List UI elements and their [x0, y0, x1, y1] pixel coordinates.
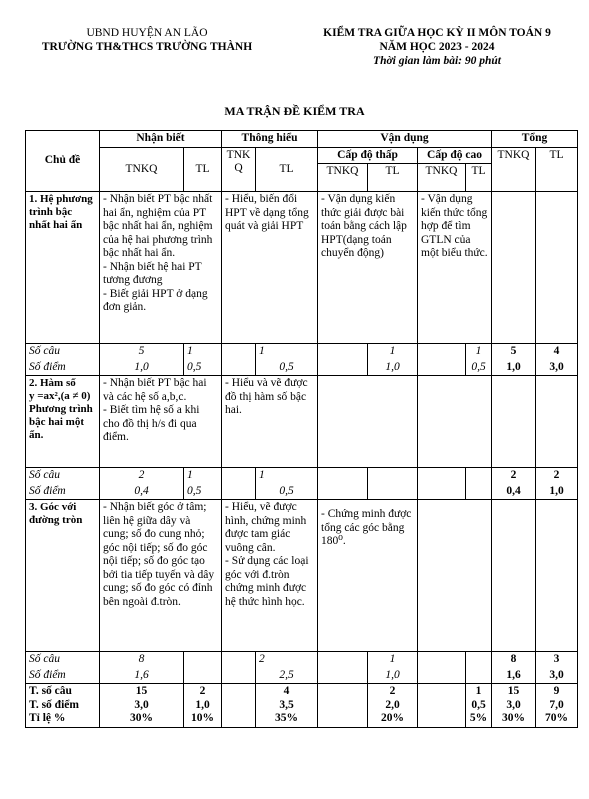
t2-th-tl-count: 1 — [256, 468, 318, 484]
t3-total-tl-count: 3 — [536, 652, 578, 668]
value: 20% — [381, 712, 404, 724]
th-tnkq-header: TNK Q — [222, 147, 256, 192]
total-vdl-tl — [368, 684, 418, 728]
t2-nb-tl-count: 1 — [184, 468, 222, 484]
label-percent: Tỉ lệ % — [29, 712, 66, 724]
nb-tnkq-header: TNKQ — [100, 147, 184, 192]
topic-1-name: 1. Hệ phương trình bậc nhất hai ẩn — [26, 192, 100, 344]
value: 1,0 — [195, 698, 210, 711]
vdh-tl-header: TL — [466, 164, 492, 192]
t2-nb-tnkq-count: 2 — [100, 468, 184, 484]
topic-2-comprehension: - Hiểu và vẽ được đồ thị hàm số bậc hai. — [222, 376, 318, 468]
total-tl — [536, 684, 578, 728]
t1-nb-tl-score: 0,5 — [184, 360, 222, 376]
totals-labels — [26, 684, 100, 728]
value: 30% — [130, 712, 153, 724]
exam-title: KIỂM TRA GIỮA HỌC KỲ II MÔN TOÁN 9 — [323, 27, 551, 39]
header-right — [292, 26, 582, 68]
vd-high-header: Cấp độ cao — [418, 147, 492, 164]
topic-3-recognition: - Nhận biết góc ở tâm; liên hệ giữa dây và cung; số đo cung nhỏ; góc nội tiếp; số đo góc nội tiếp; số đo góc tạo bởi tia tiếp tuyến và dây cung; số đo góc có đỉnh bên ngoài đ.tròn. — [100, 500, 222, 652]
exam-duration: Thời gian làm bài: 90 phút — [373, 55, 501, 67]
topic-1-application-low: - Vận dụng kiến thức giải được bài toán bằng cách lập HPT(dạng toán chuyển động) — [318, 192, 418, 344]
header-left — [22, 26, 272, 54]
value: 30% — [502, 712, 526, 724]
total-tnkq — [492, 684, 536, 728]
topic-2-recognition: - Nhận biết PT bậc hai và các hệ số a,b,c. - Biết tìm hệ số a khi cho đồ thị h/s đi qua điểm. — [100, 376, 222, 468]
topic-2-name — [26, 376, 100, 468]
t1-nb-tnkq-count: 5 — [100, 344, 184, 360]
topic-2-subtitle: Phương trình bậc hai một ẩn. — [29, 403, 93, 441]
t2-total-tl-count: 2 — [536, 468, 578, 484]
topic-1-score-row — [26, 360, 578, 376]
t3-th-tl-score: 2,5 — [256, 668, 318, 684]
t1-vdh-tl-score: 0,5 — [466, 360, 492, 376]
topic-2-title: 2. Hàm số — [29, 377, 76, 389]
topic-3-count-row — [26, 652, 578, 668]
total-vdh-tl — [466, 684, 492, 728]
vdh-tnkq-header: TNKQ — [418, 164, 466, 192]
topic-2-count-row — [26, 468, 578, 484]
t1-th-tl-score: 0,5 — [256, 360, 318, 376]
page-title: MA TRẬN ĐỀ KIỂM TRA — [224, 104, 365, 118]
t1-nb-tl-count: 1 — [184, 344, 222, 360]
t1-th-tl-count: 1 — [256, 344, 318, 360]
total-header: Tổng — [492, 131, 578, 148]
totals-row — [26, 684, 578, 728]
t1-vdl-tl-count: 1 — [368, 344, 418, 360]
label-total-score: T. số điểm — [29, 698, 79, 711]
t3-vdl-tl-count: 1 — [368, 652, 418, 668]
value: 2 — [199, 685, 206, 697]
value: 4 — [283, 685, 290, 697]
value: 7,0 — [549, 698, 564, 711]
t2-total-tnkq-count: 2 — [492, 468, 536, 484]
t2-total-tl-score: 1,0 — [536, 484, 578, 500]
label-so-diem: Số điểm — [26, 668, 100, 684]
t2-nb-tnkq-score: 0,4 — [100, 484, 184, 500]
t3-nb-tnkq-count: 8 — [100, 652, 184, 668]
topic-header: Chủ đề — [26, 131, 100, 192]
label-so-cau: Số câu — [26, 652, 100, 668]
topic-1-recognition: - Nhận biết PT bậc nhất hai ẩn, nghiệm của PT bậc nhất hai ẩn, nghiệm của hệ hai phương trình bậc nhất hai ẩn. - Nhận biết hệ hai PT tương đương - Biết giải HPT ở dạng đơn giản. — [100, 192, 222, 344]
topic-1-comprehension: - Hiểu, biến đổi HPT về dạng tổng quát và giải HPT — [222, 192, 318, 344]
school-name: TRƯỜNG TH&THCS TRƯỜNG THÀNH — [41, 41, 253, 53]
topic-3-name: 3. Góc với đường tròn — [26, 500, 100, 652]
value: 9 — [553, 685, 560, 697]
t1-nb-tnkq-score: 1,0 — [100, 360, 184, 376]
topic-2-row — [26, 376, 578, 468]
t3-th-tl-count: 2 — [256, 652, 318, 668]
t2-nb-tl-score: 0,5 — [184, 484, 222, 500]
label-so-cau: Số câu — [26, 344, 100, 360]
t3-total-tnkq-count: 8 — [492, 652, 536, 668]
t2-th-tl-score: 0,5 — [256, 484, 318, 500]
value: 35% — [275, 712, 298, 724]
total-tnkq-header: TNKQ — [492, 147, 536, 192]
district-name: UBND HUYỆN AN LÃO — [86, 27, 208, 39]
topic-3-application-low: - Chứng minh được tổng các góc bằng 180⁰. — [318, 500, 418, 652]
header-row-2 — [26, 147, 578, 164]
total-nb-tl — [184, 684, 222, 728]
value: 70% — [545, 712, 569, 724]
vdl-tl-header: TL — [368, 164, 418, 192]
t1-vdh-tl-count: 1 — [466, 344, 492, 360]
total-tl-header: TL — [536, 147, 578, 192]
t1-total-tnkq-count: 5 — [492, 344, 536, 360]
school-year: NĂM HỌC 2023 - 2024 — [379, 41, 495, 53]
label-so-diem: Số điểm — [26, 484, 100, 500]
topic-2-score-row — [26, 484, 578, 500]
nb-tl-header: TL — [184, 147, 222, 192]
value: 10% — [191, 712, 214, 724]
value: 2 — [389, 685, 396, 697]
value: 15 — [507, 685, 520, 697]
recognition-header: Nhận biết — [100, 131, 222, 148]
matrix-table — [25, 130, 578, 728]
label-total-questions: T. số câu — [29, 685, 72, 697]
total-th-tl — [256, 684, 318, 728]
t1-total-tl-count: 4 — [536, 344, 578, 360]
value: 3,0 — [134, 698, 149, 711]
topic-1-row — [26, 192, 578, 344]
comprehension-header: Thông hiểu — [222, 131, 318, 148]
label-so-cau: Số câu — [26, 468, 100, 484]
value: 3,0 — [506, 698, 521, 711]
t2-total-tnkq-score: 0,4 — [492, 484, 536, 500]
value: 0,5 — [471, 698, 486, 711]
total-nb-tnkq — [100, 684, 184, 728]
topic-3-score-row — [26, 668, 578, 684]
topic-1-count-row — [26, 344, 578, 360]
value: 2,0 — [385, 698, 400, 711]
t1-vdl-tl-score: 1,0 — [368, 360, 418, 376]
th-tl-header: TL — [256, 147, 318, 192]
vdl-tnkq-header: TNKQ — [318, 164, 368, 192]
value: 3,5 — [279, 698, 294, 711]
topic-2-formula: y =ax²,(a ≠ 0) — [29, 390, 91, 402]
application-header: Vận dụng — [318, 131, 492, 148]
label-so-diem: Số điểm — [26, 360, 100, 376]
header-row-1 — [26, 131, 578, 148]
vd-low-header: Cấp độ thấp — [318, 147, 418, 164]
t1-total-tnkq-score: 1,0 — [492, 360, 536, 376]
topic-3-row — [26, 500, 578, 652]
t3-vdl-tl-score: 1,0 — [368, 668, 418, 684]
t3-nb-tnkq-score: 1,6 — [100, 668, 184, 684]
t3-total-tnkq-score: 1,6 — [492, 668, 536, 684]
value: 15 — [135, 685, 148, 697]
t1-total-tl-score: 3,0 — [536, 360, 578, 376]
t3-total-tl-score: 3,0 — [536, 668, 578, 684]
topic-3-comprehension: - Hiểu, vẽ được hình, chứng minh được tam giác vuông cân. - Sử dụng các loại góc với đ.tròn chứng minh được hệ thức hình học. — [222, 500, 318, 652]
value: 1 — [475, 685, 482, 697]
topic-1-application-high: - Vận dụng kiến thức tổng hợp để tìm GTLN của một biểu thức. — [418, 192, 492, 344]
value: 5% — [469, 712, 488, 724]
